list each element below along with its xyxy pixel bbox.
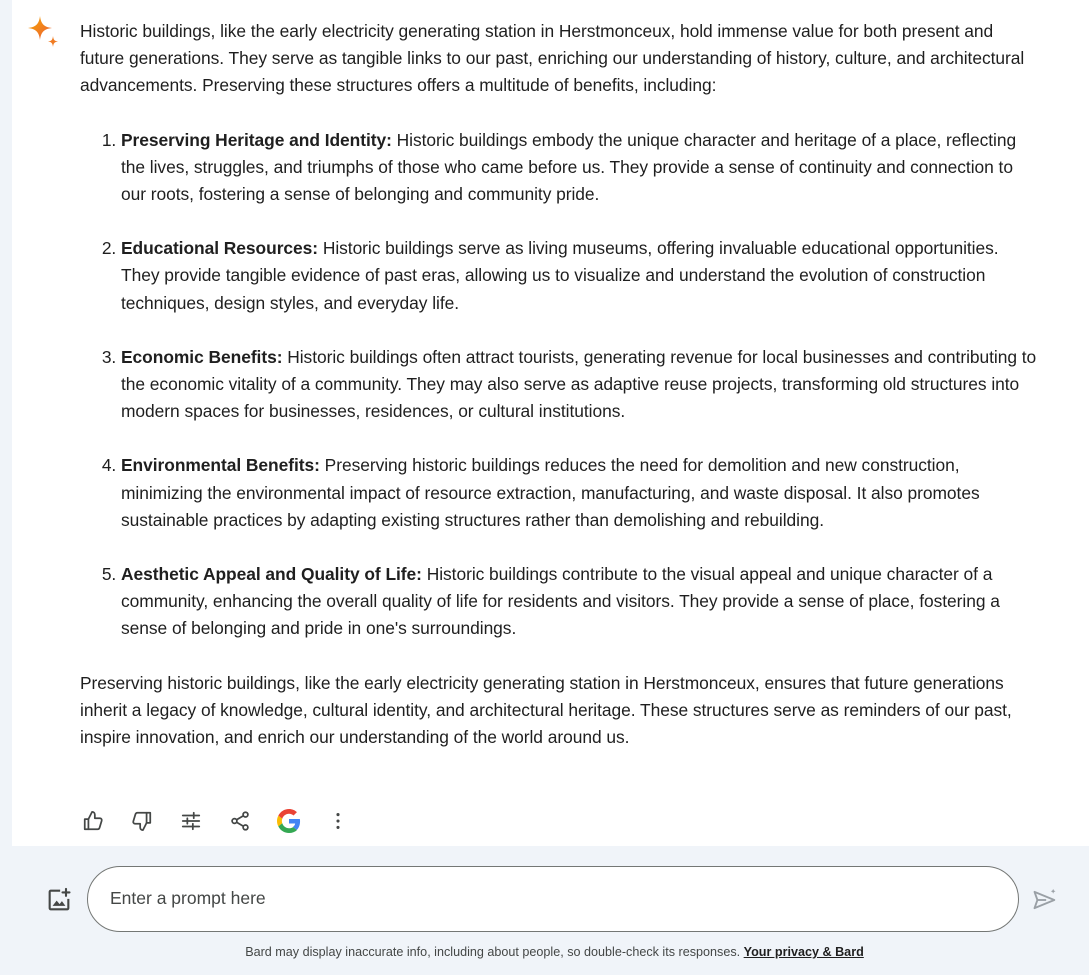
- add-image-icon: [45, 886, 73, 914]
- prompt-input[interactable]: [110, 867, 990, 930]
- response-intro: Historic buildings, like the early electricity generating station in Herstmonceux, hold immense value for both present and future generations. They serve as tangible links to our past, enriching our understanding of history, culture, and architectural advancements. Preserving these structures offers a multitude of benefits, including:: [80, 21, 1025, 96]
- thumbs-down-button[interactable]: [129, 808, 155, 834]
- list-item: [121, 127, 1040, 209]
- google-it-icon: [277, 809, 301, 833]
- thumbs-down-icon: [131, 810, 153, 832]
- response-actions: [80, 806, 374, 836]
- upload-image-button[interactable]: [45, 886, 73, 914]
- list-item: [121, 452, 1040, 534]
- list-item: [121, 235, 1040, 317]
- modify-response-button[interactable]: [178, 808, 204, 834]
- list-item: [121, 344, 1040, 426]
- share-button[interactable]: [227, 808, 253, 834]
- send-icon: [1031, 886, 1059, 914]
- list-item-title: Environmental Benefits:: [121, 455, 320, 476]
- response-card: [12, 0, 1089, 846]
- list-item-text: Preserving historic buildings reduces the need for demolition and new construction, minimizing the environmental impact of resource extraction, manufacturing, and waste disposal. It also promotes sustainable practices by adapting existing structures rather than demolishing and rebuilding.: [121, 455, 980, 530]
- disclaimer-text: Bard may display inaccurate info, including about people, so double-check its responses.: [245, 945, 744, 959]
- list-item-text: Historic buildings serve as living museums, offering invaluable educational opportunities. They provide tangible evidence of past eras, allowing us to visualize and understand the evolution of construction techniques, design styles, and everyday life.: [121, 238, 999, 313]
- modify-response-icon: [180, 810, 202, 832]
- more-options-icon: [327, 810, 349, 832]
- disclaimer: [0, 945, 1089, 959]
- prompt-area: [0, 846, 1089, 975]
- list-item-title: Economic Benefits:: [121, 346, 283, 367]
- more-options-button[interactable]: [325, 808, 351, 834]
- list-item-text: Historic buildings often attract tourists, generating revenue for local businesses and contributing to the economic vitality of a community. They may also serve as adaptive reuse projects, transforming old structures into modern spaces for businesses, residences, or cultural institutions.: [121, 346, 1037, 422]
- privacy-link[interactable]: Your privacy & Bard: [743, 945, 864, 959]
- google-it-button[interactable]: [276, 808, 302, 834]
- response-closing: Preserving historic buildings, like the early electricity generating station in Herstmonceux, ensures that future generations inherit a legacy of knowledge, cultural identity, and architectural heritage. These structures serve as reminders of our past, inspire innovation, and enrich our understanding of the world around us.: [80, 672, 1012, 748]
- thumbs-up-icon: [82, 810, 104, 832]
- list-item-text: Historic buildings contribute to the visual appeal and unique character of a community, enhancing the overall quality of life for residents and visitors. They provide a sense of place, fostering a sense of belonging and pride in one's surroundings.: [121, 564, 1000, 639]
- bard-sparkle-icon: [26, 14, 62, 50]
- list-item: [121, 561, 1040, 643]
- thumbs-up-button[interactable]: [80, 808, 106, 834]
- share-icon: [229, 810, 251, 832]
- list-item-text: Historic buildings embody the unique character and heritage of a place, reflecting the lives, struggles, and triumphs of those who came before us. They provide a sense of continuity and connection to our roots, fostering a sense of belonging and community pride.: [121, 129, 1017, 205]
- send-button[interactable]: [1031, 886, 1059, 914]
- list-item-title: Preserving Heritage and Identity:: [121, 129, 392, 150]
- list-item-title: Educational Resources:: [121, 238, 319, 259]
- prompt-input-container: [87, 866, 1019, 932]
- list-item-title: Aesthetic Appeal and Quality of Life:: [121, 564, 422, 585]
- response-content: [80, 18, 1040, 751]
- benefits-list: [80, 127, 1040, 643]
